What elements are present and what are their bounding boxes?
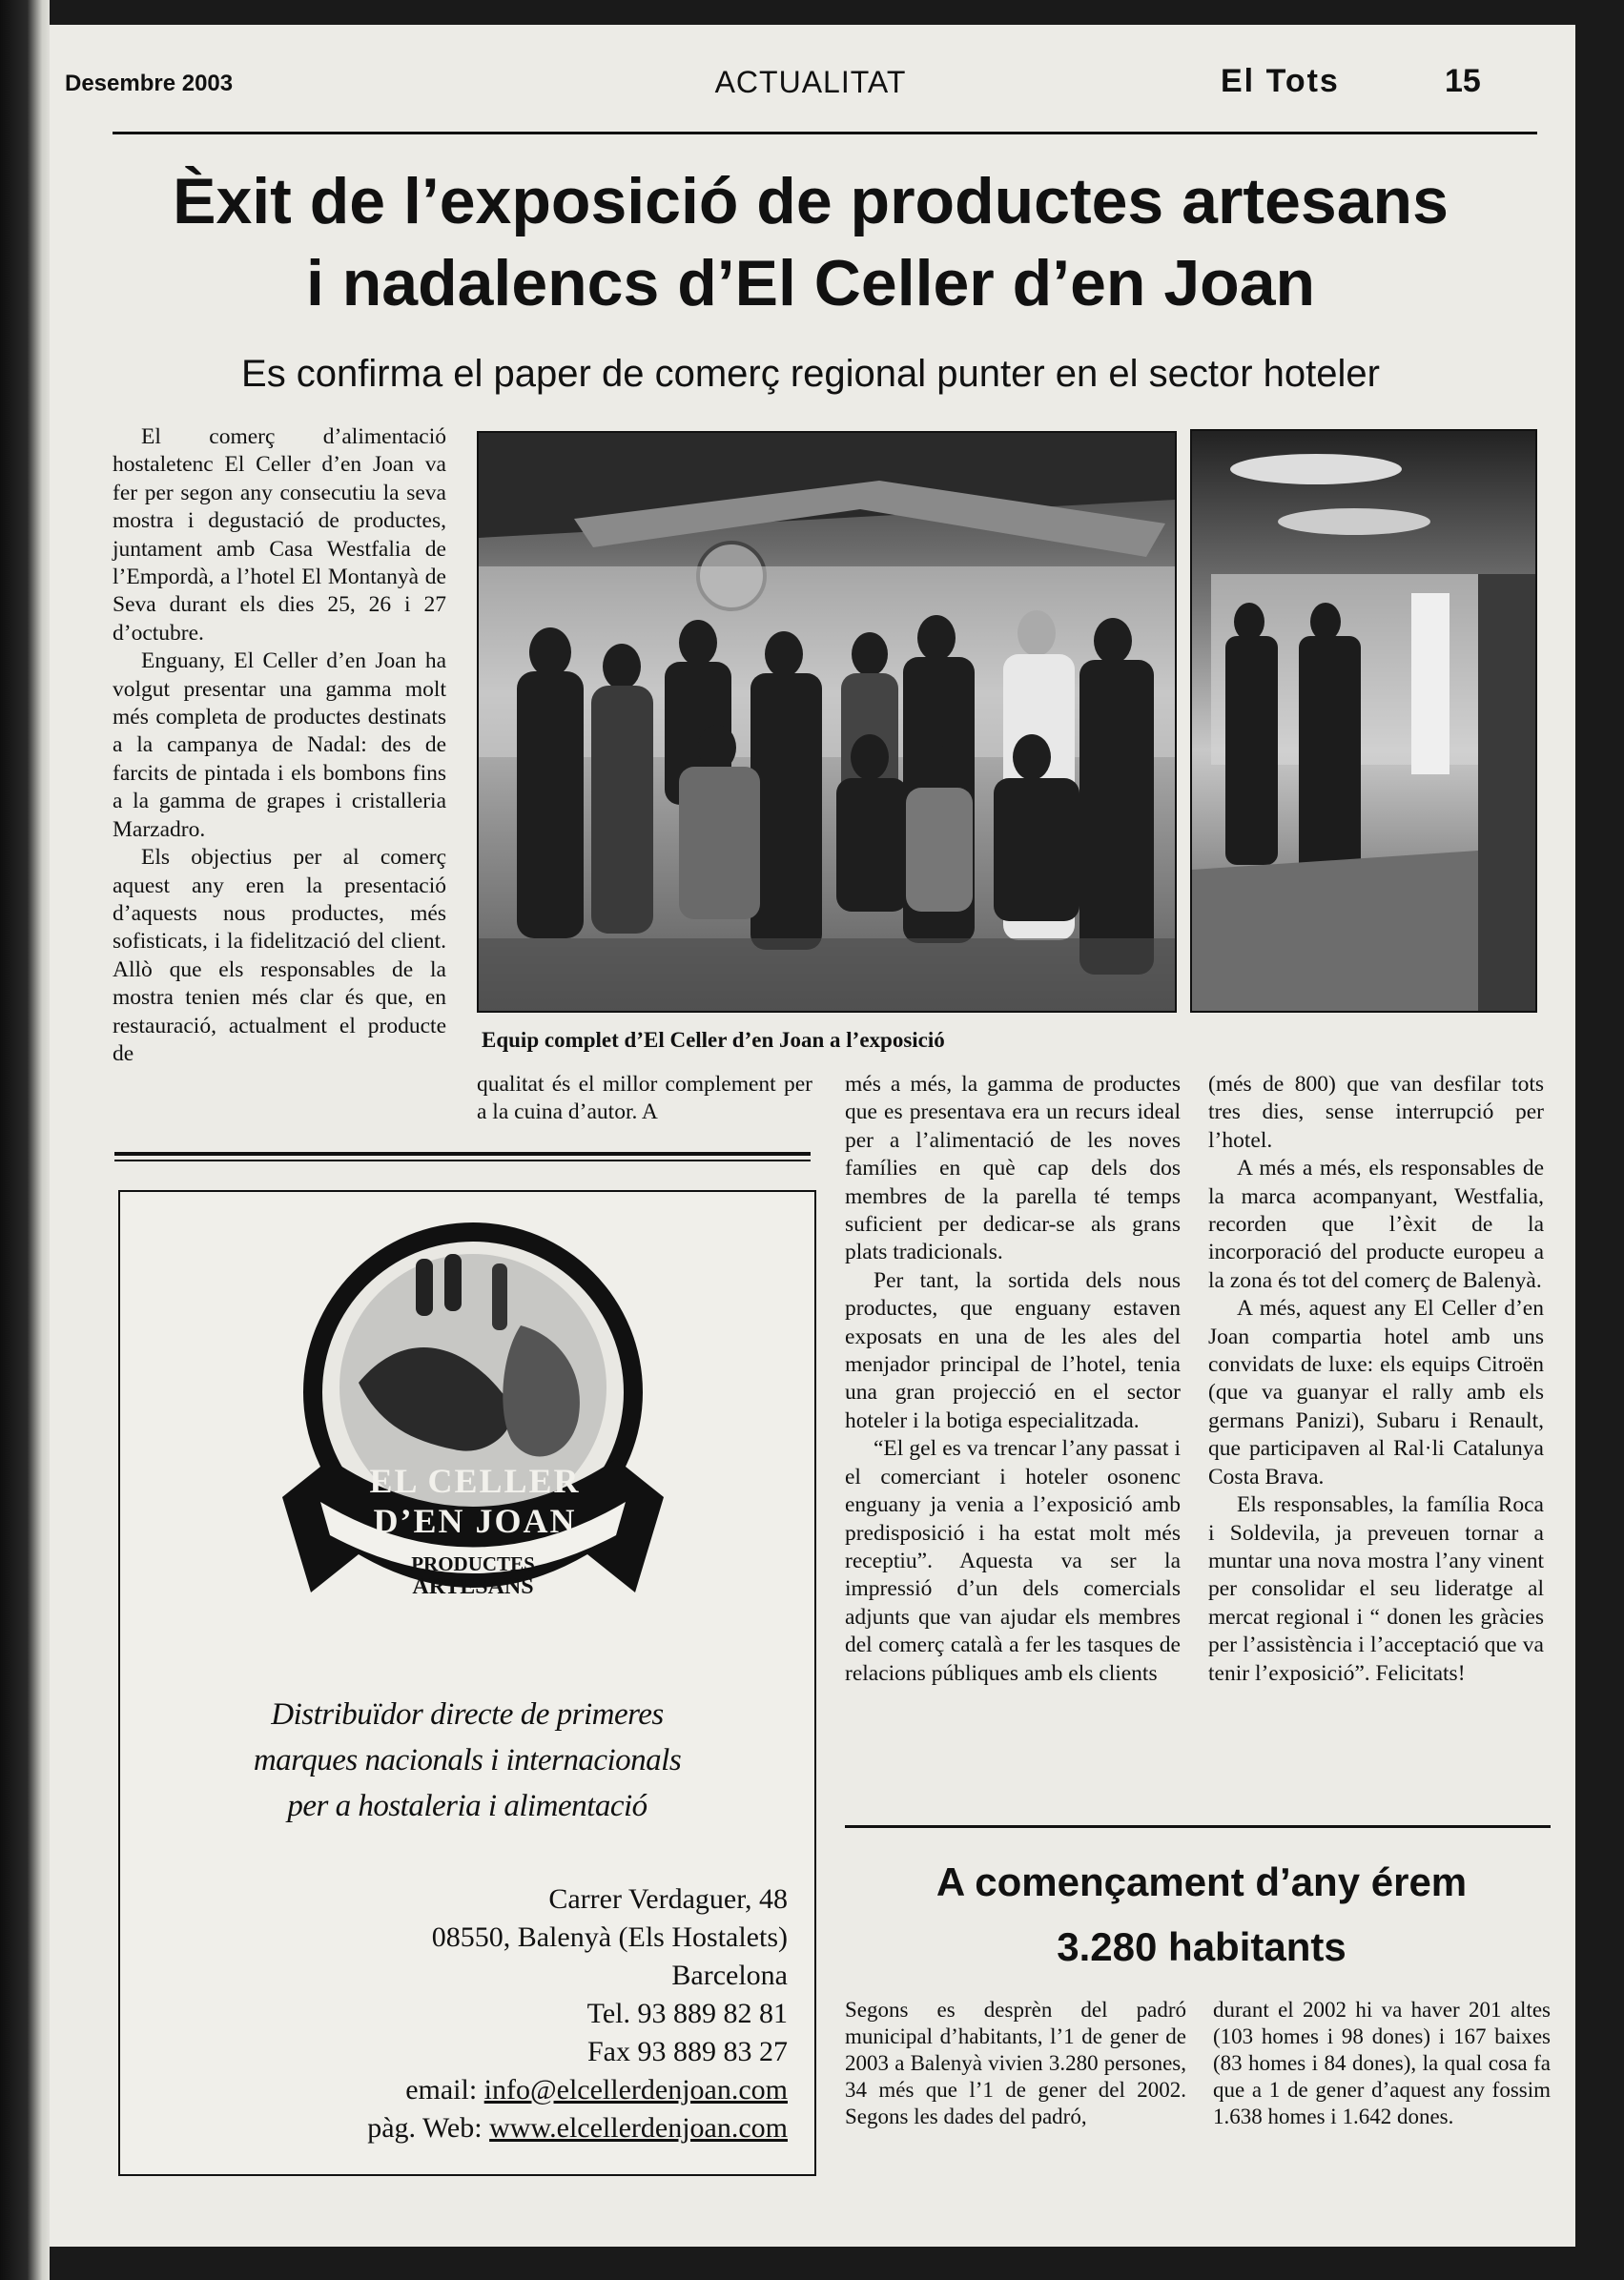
sidebar-headline-1: A començament d’any érem <box>935 1859 1468 1904</box>
paragraph: El comerç d’alimentació hostaletenc El Celler d’en Joan va fer per segon any consecutiu la seva mostra i degustació de productes, juntament amb Casa Westfalia de l’Empordà, a l’hotel El Montanyà de Seva durant els dies 25, 26 i 27 d’octubre. <box>113 424 446 646</box>
headline-line-1: Èxit de l’exposició de productes artesans <box>173 165 1449 237</box>
sidebar-headline-2: 3.280 habitants <box>1057 1924 1346 1969</box>
issue-date: Desembre 2003 <box>65 71 234 96</box>
paragraph: Els objectius per al comerç aquest any eren la presentació d’aquests nous productes, més sofisticats, i la fidelització del client. Allò que els responsables de la mostra tenien més clar és que, en restauració, actualment el producte de <box>113 845 446 1066</box>
paragraph: Enguany, El Celler d’en Joan ha volgut presentar una gamma molt més completa de productes destinats a la campanya de Nadal: des de farcits de pintada i els bombons fins a la gamma de grapes i cristalleria Marzadro. <box>113 648 446 842</box>
section-title: ACTUALITAT <box>714 65 907 99</box>
tagline-line-1: Distribuïdor directe de primeres <box>271 1697 664 1732</box>
logo-sub-2: ARTESANS <box>412 1574 534 1599</box>
ad-address <box>216 1880 788 2147</box>
article-subheadline: Es confirma el paper de comerç regional punter en el sector hoteler <box>241 353 1380 395</box>
logo-sub-1: PRODUCTES <box>411 1552 535 1575</box>
page-gutter <box>0 0 50 2280</box>
paragraph: Els responsables, la família Roca i Soldevila, ja preveuen tornar a muntar una nova mostra l’any vinent per consolidar el seu lideratge al mercat regional i “ donen les gràcies per l’assistència i l’acceptació que va tenir l’exposició”. Felicitats! <box>1208 1492 1544 1686</box>
sidebar-headline <box>839 1850 1564 1980</box>
sidebar-column-2: durant el 2002 hi va haver 201 altes (103 homes i 98 dones) i 167 baixes (83 homes i 84 dones), la qual cosa fa que a 1 de gener d’aquest any fossim 1.638 homes i 1.642 dones. <box>1213 1998 1551 2128</box>
address-province: Barcelona <box>671 1960 788 1991</box>
ad-phone: Tel. 93 889 82 81 <box>586 1998 788 2029</box>
group-photo <box>477 431 1177 1013</box>
address-street: Carrer Verdaguer, 48 <box>548 1883 788 1915</box>
logo-subtitle <box>387 1552 559 1598</box>
paragraph: “El gel es va trencar l’any passat i el comerciant i hoteler osonenc enguany ja venia a l’exposició amb predisposició i ha estat molt més receptiu”. Aquesta va ser la impressió d’un dels comercials adjunts que van ajudar els membres del comerç català a fer les tasques de relacions públiques amb els clients <box>845 1436 1181 1686</box>
headline-line-2: i nadalencs d’El Celler d’en Joan <box>305 247 1316 319</box>
paragraph: A més a més, els responsables de la marca acompanyant, Westfalia, recorden que l’èxit de la incorporació del producte europeu a la zona és tot del comerç de Balenyà. <box>1208 1156 1544 1293</box>
advertisement <box>118 1190 816 2176</box>
address-town: 08550, Balenyà (Els Hostalets) <box>431 1921 788 1953</box>
article-headline <box>76 160 1545 324</box>
tagline-line-2: marques nacionals i internacionals <box>253 1743 682 1777</box>
paragraph: A més, aquest any El Celler d’en Joan compartia hotel amb uns convidats de luxe: els equips Citroën (que va guanyar el rally amb els germans Panizi), Subaru i Renault, que participaven al Ral·li Catalunya Costa Brava. <box>1208 1296 1544 1489</box>
article-column-3 <box>845 1071 1181 1688</box>
logo-name: EL CELLER D’EN JOAN <box>369 1462 581 1540</box>
publication-name: El Tots <box>1221 63 1340 99</box>
paragraph: més a més, la gamma de productes que es presentava era un recurs ideal per a l’alimentació de les noves famílies en què cap dels dos membres de la parella té temps suficient per dedicar-se als grans plats tradicionals. <box>845 1072 1181 1265</box>
paragraph: Per tant, la sortida dels nous productes, que enguany estaven exposats en una de les ales del menjador principal de l’hotel, tenia una gran projecció en el sector hoteler i la botiga especialitzada. <box>845 1267 1181 1433</box>
article-column-4 <box>1208 1071 1544 1688</box>
ad-tagline <box>120 1692 814 1829</box>
page-number: 15 <box>1445 63 1481 99</box>
email-link[interactable]: info@elcellerdenjoan.com <box>483 2074 788 2105</box>
ad-email-line <box>216 2071 788 2109</box>
tagline-line-3: per a hostaleria i alimentació <box>287 1789 648 1823</box>
sidebar-column-1: Segons es desprèn del padró municipal d’habitants, l’1 de gener de 2003 a Balenyà vivien 3.280 persones, 34 més que l’1 de gener del 2002. Segons les dades del padró, <box>845 1998 1186 2128</box>
email-label: email: <box>405 2074 484 2105</box>
paragraph: (més de 800) que van desfilar tots tres dies, sense interrupció per l’hotel. <box>1208 1072 1544 1153</box>
article-column-2 <box>477 1071 812 1127</box>
ad-rule-bottom <box>114 1160 811 1161</box>
web-link[interactable]: www.elcellerdenjoan.com <box>489 2112 788 2144</box>
web-label: pàg. Web: <box>367 2112 490 2144</box>
header-rule <box>113 132 1537 134</box>
ad-rule-top <box>114 1152 811 1156</box>
article-column-1 <box>113 423 446 1068</box>
paragraph: qualitat és el millor complement per a la cuina d’autor. A <box>477 1072 812 1125</box>
ad-web-line <box>216 2109 788 2147</box>
sidebar-rule <box>845 1825 1551 1828</box>
exhibition-photo <box>1190 429 1537 1013</box>
ad-fax: Fax 93 889 83 27 <box>587 2036 788 2067</box>
photo-caption: Equip complet d’El Celler d’en Joan a l’exposició <box>482 1028 945 1052</box>
